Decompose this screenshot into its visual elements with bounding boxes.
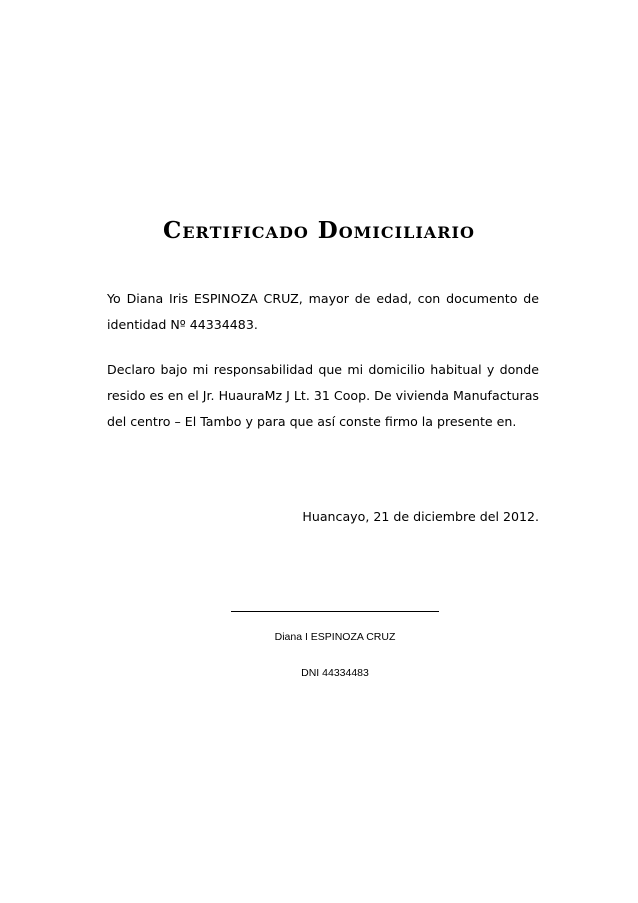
signature-line (231, 611, 439, 612)
paragraph-declaration: Declaro bajo mi responsabilidad que mi domicilio habitual y donde resido es en el Jr. HuauraMz J Lt. 31 Coop. De vivienda Manufacturas del centro – El Tambo y para que así conste firmo la presente en. (107, 362, 539, 429)
place-and-date: Huancayo, 21 de diciembre del 2012. (302, 509, 539, 524)
signer-dni: DNI 44334483 (301, 667, 369, 679)
paragraph-identity: Yo Diana Iris ESPINOZA CRUZ, mayor de edad, con documento de identidad Nº 44334483. (107, 291, 539, 332)
document-title (0, 217, 638, 244)
document-title-text: Certificado Domiciliario (163, 217, 475, 244)
signer-name: Diana I ESPINOZA CRUZ (274, 631, 396, 643)
